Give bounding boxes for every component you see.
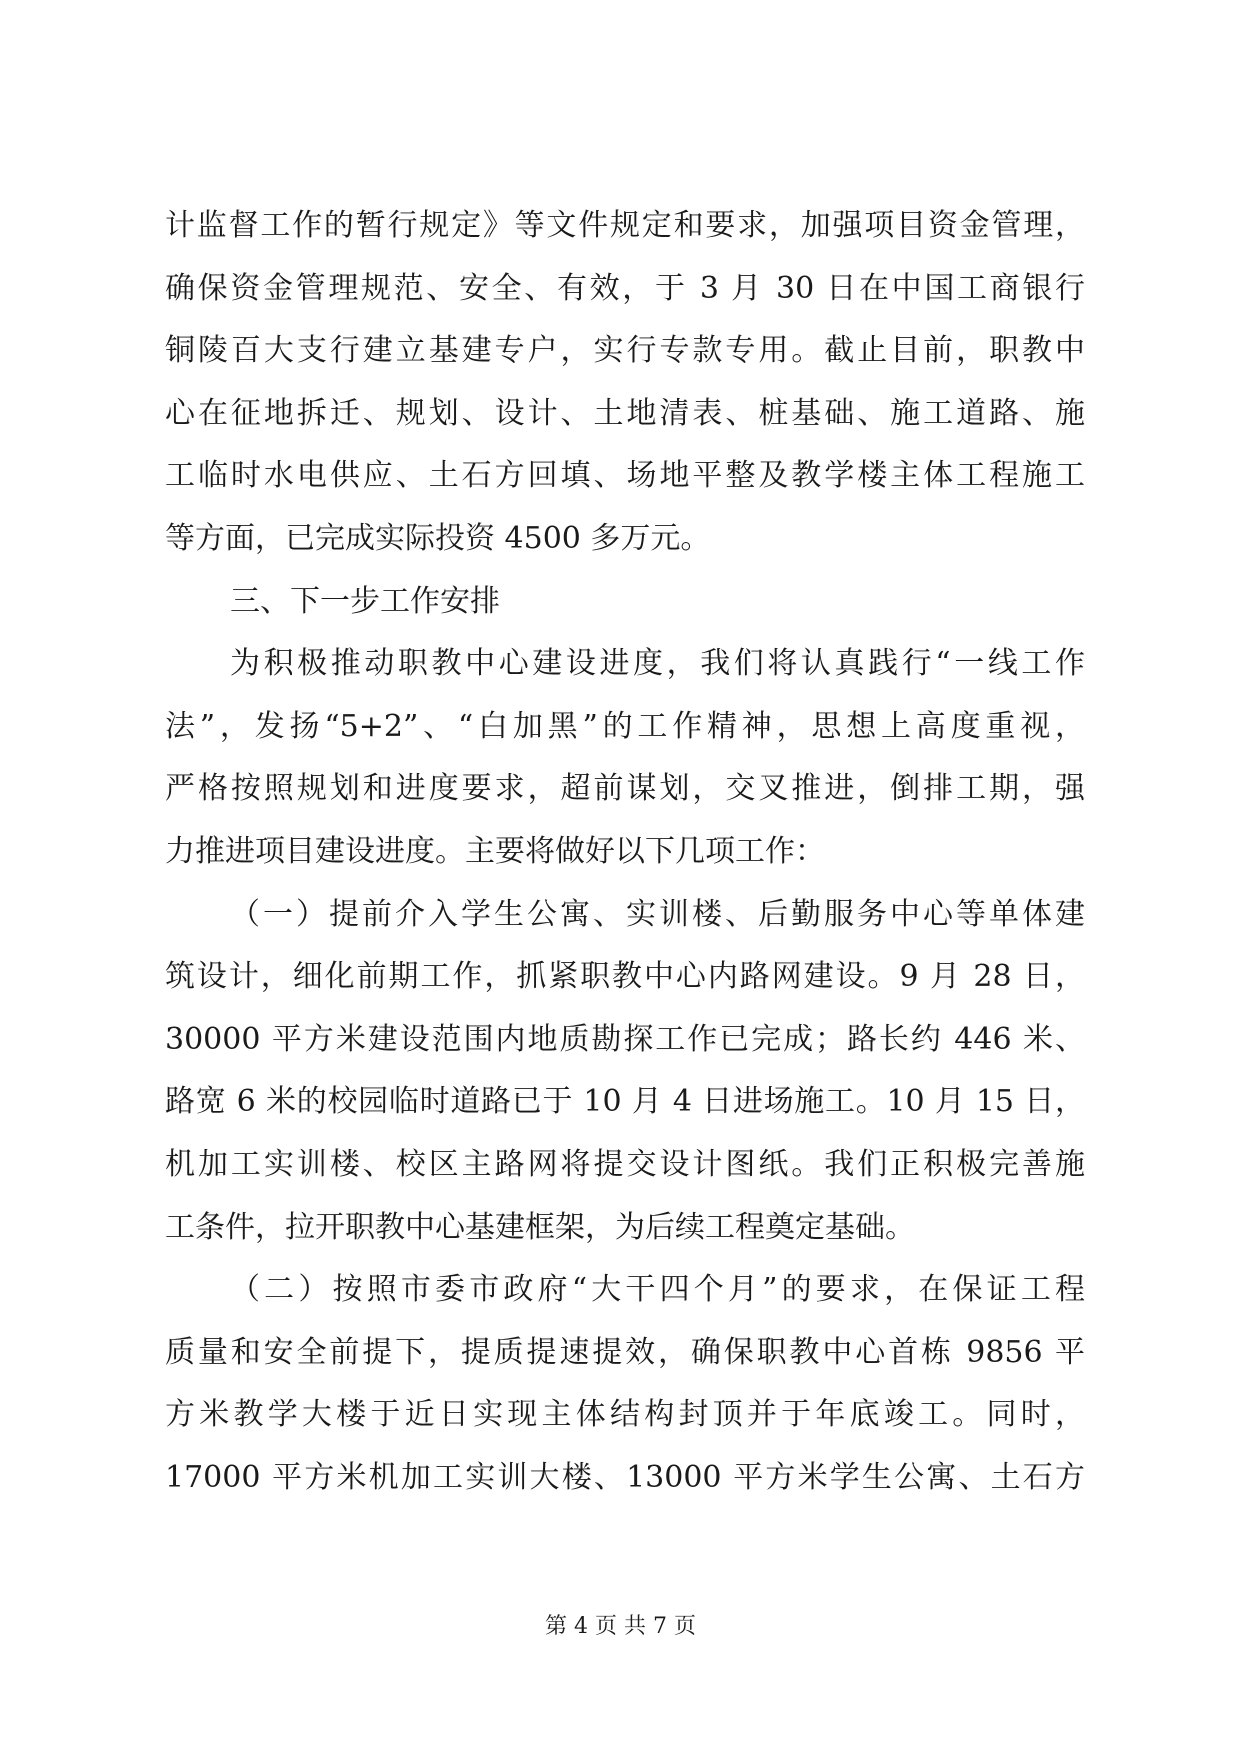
paragraph-line: （二）按照市委市政府“大干四个月”的要求，在保证工程 xyxy=(230,1272,1085,1308)
paragraph-line: 确保资金管理规范、安全、有效，于 3 月 30 日在中国工商银行 xyxy=(165,270,1085,306)
paragraph-line: 机加工实训楼、校区主路网将提交设计图纸。我们正积极完善施 xyxy=(165,1146,1085,1182)
paragraph-line: 方米教学大楼于近日实现主体结构封顶并于年底竣工。同时， xyxy=(165,1397,1085,1433)
paragraph-line: 质量和安全前提下，提质提速提效，确保职教中心首栋 9856 平 xyxy=(165,1334,1085,1370)
paragraph-line: 法”，发扬“5+2”、“白加黑”的工作精神，思想上高度重视， xyxy=(165,708,1085,744)
paragraph-line: 力推进项目建设进度。主要将做好以下几项工作： xyxy=(165,833,825,869)
paragraph-line: 心在征地拆迁、规划、设计、土地清表、桩基础、施工道路、施 xyxy=(165,395,1085,431)
paragraph-line: 严格按照规划和进度要求，超前谋划，交叉推进，倒排工期，强 xyxy=(165,771,1085,807)
paragraph-line: 铜陵百大支行建立基建专户，实行专款专用。截止目前，职教中 xyxy=(165,333,1085,369)
paragraph-line: 筑设计，细化前期工作，抓紧职教中心内路网建设。9 月 28 日， xyxy=(165,959,1085,995)
paragraph-line: 等方面，已完成实际投资 4500 多万元。 xyxy=(165,520,711,556)
page-number-footer: 第 4 页 共 7 页 xyxy=(545,1614,696,1639)
paragraph-line: 工临时水电供应、土石方回填、场地平整及教学楼主体工程施工 xyxy=(165,458,1085,494)
paragraph-line: 为积极推动职教中心建设进度，我们将认真践行“一线工作 xyxy=(230,646,1085,682)
section-heading: 三、下一步工作安排 xyxy=(230,583,500,619)
paragraph-line: 路宽 6 米的校园临时道路已于 10 月 4 日进场施工。10 月 15 日， xyxy=(165,1084,1085,1120)
paragraph-line: 计监督工作的暂行规定》等文件规定和要求，加强项目资金管理， xyxy=(165,208,1085,243)
paragraph-line: 工条件，拉开职教中心基建框架，为后续工程奠定基础。 xyxy=(165,1209,915,1245)
paragraph-line: （一）提前介入学生公寓、实训楼、后勤服务中心等单体建 xyxy=(230,896,1085,932)
paragraph-line: 30000 平方米建设范围内地质勘探工作已完成；路长约 446 米、 xyxy=(165,1021,1085,1057)
document-body xyxy=(165,195,1085,1509)
paragraph-line: 17000 平方米机加工实训大楼、13000 平方米学生公寓、土石方 xyxy=(165,1459,1085,1495)
